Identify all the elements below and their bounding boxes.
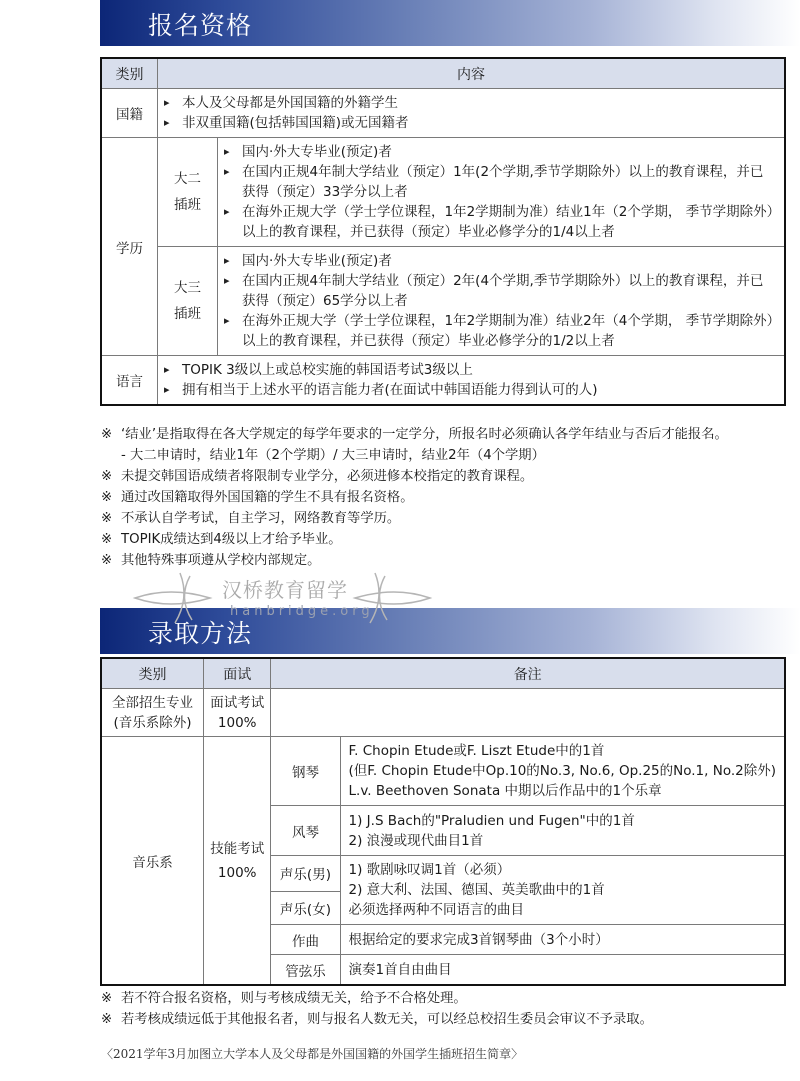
- table-header-row: [102, 659, 785, 689]
- note-text: 若不符合报名资格，则与考核成绩无关，给予不合格处理。: [121, 991, 467, 1006]
- note-text: 未提交韩国语成绩者将限制专业学分，必须进修本校指定的教育课程。: [121, 469, 534, 484]
- eligibility-table: [101, 58, 785, 405]
- general-method: [204, 689, 271, 737]
- admission-table: [101, 658, 785, 985]
- note-item: [101, 508, 728, 529]
- table-row-education-sophomore: [102, 138, 785, 247]
- cell-line: 2) 意大利、法国、德国、英美歌曲中的1首: [348, 882, 605, 898]
- section-title-admission: 录取方法: [148, 619, 253, 648]
- note-item: [101, 487, 728, 508]
- cell-line: L.v. Beethoven Sonata 中期以后作品中的1个乐章: [348, 783, 662, 799]
- sophomore-content: [218, 138, 785, 247]
- subject-vocal-male: 声乐(男): [271, 856, 340, 892]
- composition-requirements: 根据给定的要求完成3首钢琴曲（3个小时）: [340, 925, 784, 955]
- note-text: 通过改国籍取得外国国籍的学生不具有报名资格。: [121, 490, 414, 505]
- note-item: [101, 988, 653, 1009]
- reference-mark-icon: ※: [101, 469, 113, 484]
- vocal-requirements: [340, 856, 784, 925]
- cell-line: (但F. Chopin Etude中Op.10的No.3, No.6, Op.25的No.1, No.2除外): [348, 763, 776, 779]
- table-row-music-piano: [102, 737, 785, 806]
- note-item: [101, 1009, 653, 1030]
- note-text: 不承认自学考试，自主学习，网络教育等学历。: [121, 511, 401, 526]
- sublabel-junior: [158, 247, 218, 356]
- reference-mark-icon: ※: [101, 532, 113, 547]
- subject-organ: 风琴: [271, 806, 340, 856]
- reference-mark-icon: ※: [101, 511, 113, 526]
- list-item: ▸ 拥有相当于上述水平的语言能力者(在面试中韩国语能力得到认可的人): [164, 380, 776, 400]
- list-item: ▸ TOPIK 3级以上或总校实施的韩国语考试3级以上: [164, 360, 776, 380]
- list-item: ▸ 国内·外大专毕业(预定)者: [224, 251, 776, 271]
- subject-orchestra: 管弦乐: [271, 955, 340, 985]
- table-row-education-junior: [102, 247, 785, 356]
- watermark-en: hanbridge.org: [230, 604, 374, 619]
- ornament-left-icon: [130, 568, 220, 628]
- cell-line: 100%: [217, 714, 257, 731]
- header-category: 类别: [102, 659, 204, 689]
- note-item: [101, 466, 728, 487]
- admission-notes: [101, 988, 653, 1030]
- junior-content: [218, 247, 785, 356]
- reference-mark-icon: ※: [101, 490, 113, 505]
- reference-mark-icon: ※: [101, 1012, 113, 1027]
- table-row-language: [102, 356, 785, 405]
- list-item: ▸ 非双重国籍(包括韩国国籍)或无国籍者: [164, 113, 776, 133]
- section-title-eligibility: 报名资格: [148, 11, 253, 40]
- nationality-content: [158, 89, 785, 138]
- watermark: [130, 568, 430, 628]
- cell-line: 2) 浪漫或现代曲目1首: [348, 832, 484, 849]
- header-category: 类别: [102, 59, 158, 89]
- note-subitem: [101, 445, 728, 466]
- table-row-general: [102, 689, 785, 737]
- list-item: ▸ 在国内正规4年制大学结业（预定）2年(4个学期,季节学期除外）以上的教育课程，并已获得（预定）65学分以上者: [224, 271, 776, 311]
- ornament-right-icon: [345, 568, 435, 628]
- list-item: ▸ 在海外正规大学（学士学位课程，1年2学期制为准）结业2年（4个学期， 季节学期除外）以上的教育课程，并已获得（预定）毕业必修学分的1/2以上者: [224, 311, 776, 351]
- note-text: 其他特殊事项遵从学校内部规定。: [121, 553, 321, 568]
- general-category: [102, 689, 204, 737]
- music-category: 音乐系: [102, 737, 204, 985]
- cell-line: 技能考试: [210, 840, 265, 857]
- cell-line: 1) 歌剧咏叹调1首（必须）: [348, 862, 511, 878]
- cell-line: 全部招生专业: [112, 694, 194, 711]
- table-row-nationality: [102, 89, 785, 138]
- sublabel-line: 插班: [174, 197, 201, 213]
- row-label-language: 语言: [102, 356, 158, 405]
- subject-composition: 作曲: [271, 925, 340, 955]
- watermark-cn: 汉桥教育留学: [222, 578, 348, 602]
- cell-line: (音乐系除外): [113, 714, 192, 731]
- subject-piano: 钢琴: [271, 737, 340, 806]
- music-method: [204, 737, 271, 985]
- cell-line: 1) J.S Bach的"Praludien und Fugen"中的1首: [348, 812, 635, 829]
- note-text: - 大二申请时，结业1年（2个学期）/ 大三申请时，结业2年（4个学期）: [121, 448, 545, 463]
- cell-line: 100%: [217, 864, 257, 881]
- note-text: 若考核成绩远低于其他报名者，则与报名人数无关，可以经总校招生委员会审议不予录取。: [121, 1012, 653, 1027]
- section-banner-eligibility: [100, 0, 800, 46]
- note-text: TOPIK成绩达到4级以上才给予毕业。: [121, 532, 342, 547]
- subject-vocal-female: 声乐(女): [271, 891, 340, 924]
- cell-line: 面试考试: [210, 694, 265, 711]
- table-header-row: [102, 59, 785, 89]
- language-content: [158, 356, 785, 405]
- reference-mark-icon: ※: [101, 553, 113, 568]
- sublabel-line: 大二: [174, 171, 201, 187]
- cell-line: F. Chopin Etude或F. Liszt Etude中的1首: [348, 743, 605, 759]
- list-item: ▸ 在国内正规4年制大学结业（预定）1年(2个学期,季节学期除外）以上的教育课程，并已获得（预定）33学分以上者: [224, 162, 776, 202]
- list-item: ▸ 国内·外大专毕业(预定)者: [224, 142, 776, 162]
- row-label-education: 学历: [102, 138, 158, 356]
- note-text: ‘结业’是指取得在各大学规定的每学年要求的一定学分，所报名时必须确认各学年结业与否后才能报名。: [121, 427, 728, 442]
- general-remarks: [271, 689, 785, 737]
- organ-requirements: [340, 806, 784, 856]
- header-content: 内容: [158, 59, 785, 89]
- reference-mark-icon: ※: [101, 991, 113, 1006]
- list-item: ▸ 本人及父母都是外国国籍的外籍学生: [164, 93, 776, 113]
- note-item: [101, 529, 728, 550]
- sublabel-line: 大三: [174, 280, 201, 296]
- list-item: ▸ 在海外正规大学（学士学位课程，1年2学期制为准）结业1年（2个学期， 季节学期除外）以上的教育课程，并已获得（预定）毕业必修学分的1/4以上者: [224, 202, 776, 242]
- sublabel-line: 插班: [174, 306, 201, 322]
- piano-requirements: [340, 737, 784, 806]
- row-label-nationality: 国籍: [102, 89, 158, 138]
- note-item: [101, 424, 728, 445]
- document-caption: 〈2021学年3月加图立大学本人及父母都是外国国籍的外国学生插班招生简章〉: [101, 1047, 524, 1061]
- header-remarks: 备注: [271, 659, 785, 689]
- eligibility-notes: [101, 424, 728, 571]
- orchestra-requirements: 演奏1首自由曲目: [340, 955, 784, 985]
- sublabel-sophomore: [158, 138, 218, 247]
- header-interview: 面试: [204, 659, 271, 689]
- reference-mark-icon: ※: [101, 427, 113, 442]
- cell-line: 必须选择两种不同语言的曲目: [348, 902, 525, 918]
